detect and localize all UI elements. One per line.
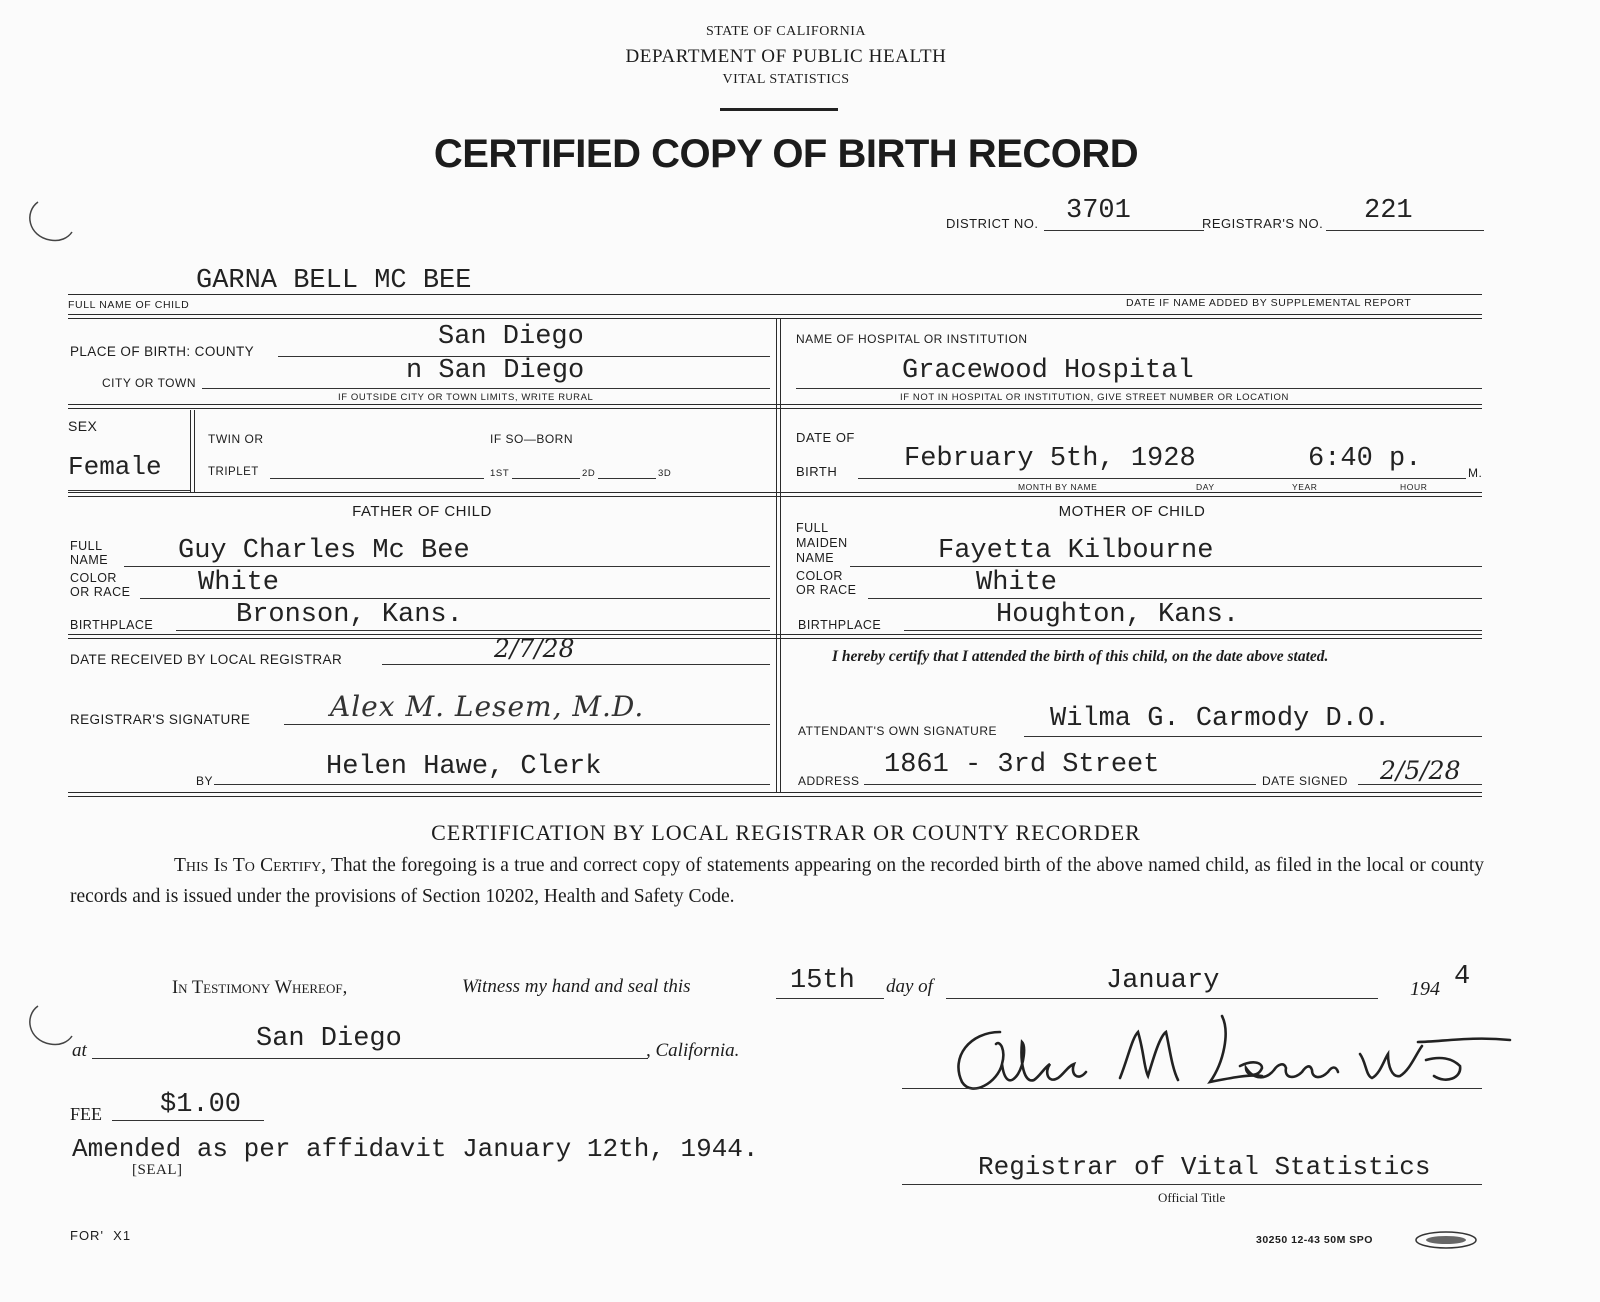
binder-hole-bottom xyxy=(24,1000,84,1050)
registrar-signature-line xyxy=(284,724,770,725)
mother-color: White xyxy=(976,568,1058,598)
county-label: PLACE OF BIRTH: COUNTY xyxy=(70,344,255,359)
birth-line xyxy=(858,478,1466,479)
official-title-label: Official Title xyxy=(1158,1190,1226,1205)
city-value: n San Diego xyxy=(406,356,585,386)
sex-bottom-line xyxy=(68,490,190,491)
header-department: DEPARTMENT OF PUBLIC HEALTH xyxy=(625,46,947,67)
mother-race-label: OR RACE xyxy=(796,583,857,597)
father-color: White xyxy=(198,568,280,598)
attendant-signature-label: ATTENDANT'S OWN SIGNATURE xyxy=(798,724,998,738)
testimony-intro: In Testimony Whereof, xyxy=(172,978,348,998)
m-label: M. xyxy=(1468,466,1483,480)
at-label: at xyxy=(72,1040,87,1061)
testimony-state: , California. xyxy=(646,1040,740,1061)
header-division: VITAL STATISTICS xyxy=(722,72,850,87)
mother-name-line xyxy=(850,566,1482,567)
double-rule-top xyxy=(68,314,1482,319)
official-signature-line xyxy=(902,1088,1482,1089)
twin-label: TWIN OR xyxy=(208,432,264,446)
date-received-value: 2/7/28 xyxy=(494,634,575,663)
father-name-label: NAME xyxy=(70,553,109,567)
birth-date-value: February 5th, 1928 xyxy=(904,444,1196,474)
if-so-label: IF SO—BORN xyxy=(490,432,574,446)
sex-divider xyxy=(190,410,191,492)
father-color-label: COLOR xyxy=(70,571,117,585)
fee-label: FEE xyxy=(70,1104,103,1124)
date-received-line xyxy=(382,664,770,665)
mother-birthplace-line xyxy=(904,630,1482,631)
father-name: Guy Charles Mc Bee xyxy=(178,536,470,566)
registrar-number-value: 221 xyxy=(1364,196,1413,226)
mother-maiden-label: MAIDEN xyxy=(796,536,848,550)
header-state: STATE OF CALIFORNIA xyxy=(705,24,867,39)
by-line xyxy=(214,784,770,785)
third-label: 3D xyxy=(658,468,672,479)
mother-name-label: NAME xyxy=(796,551,835,565)
city-line xyxy=(202,388,770,389)
certification-body xyxy=(70,850,1484,912)
father-heading: FATHER OF CHILD xyxy=(352,503,492,520)
second-label: 2D xyxy=(582,468,596,479)
attendant-signature: Wilma G. Carmody D.O. xyxy=(1050,704,1391,734)
testimony-day-of: day of xyxy=(886,976,933,997)
date-signed-label: DATE SIGNED xyxy=(1262,774,1348,788)
hospital-note: IF NOT IN HOSPITAL OR INSTITUTION, GIVE STREET NUMBER OR LOCATION xyxy=(900,392,1289,403)
certification-heading: CERTIFICATION BY LOCAL REGISTRAR OR COUNTY RECORDER xyxy=(431,820,1141,845)
testimony-year-prefix: 194 xyxy=(1410,978,1440,1000)
day-line xyxy=(776,998,884,999)
address-value: 1861 - 3rd Street xyxy=(884,750,1160,780)
testimony-witness: Witness my hand and seal this xyxy=(462,976,691,997)
district-label: DISTRICT NO. xyxy=(946,216,1039,231)
county-value: San Diego xyxy=(438,322,584,352)
sub-day: DAY xyxy=(1196,482,1215,492)
center-divider xyxy=(776,318,777,792)
address-line xyxy=(864,784,1256,785)
print-code: 30250 12-43 50M SPO xyxy=(1256,1234,1373,1246)
second-line xyxy=(598,478,656,479)
birth-label: BIRTH xyxy=(796,464,838,479)
father-full-label: FULL xyxy=(70,539,103,553)
testimony-year-digit: 4 xyxy=(1454,962,1471,992)
birth-time-value: 6:40 p. xyxy=(1308,444,1422,474)
address-label: ADDRESS xyxy=(798,774,860,788)
date-signed-value: 2/5/28 xyxy=(1380,756,1461,785)
amended-note: Amended as per affidavit January 12th, 1944. xyxy=(72,1134,759,1164)
child-full-name: GARNA BELL MC BEE xyxy=(196,266,472,296)
sub-month: MONTH BY NAME xyxy=(1018,482,1098,492)
month-line xyxy=(946,998,1378,999)
mother-birthplace: Houghton, Kans. xyxy=(996,600,1240,630)
date-received-label: DATE RECEIVED BY LOCAL REGISTRAR xyxy=(70,652,343,667)
fee-value: $1.00 xyxy=(160,1090,242,1120)
testimony-day: 15th xyxy=(790,966,855,996)
city-label: CITY OR TOWN xyxy=(102,376,197,390)
attendant-certify-text: I hereby certify that I attended the birth of this child, on the date above stated. xyxy=(832,648,1329,665)
certification-intro: This Is To Certify, xyxy=(174,855,327,876)
sex-value: Female xyxy=(68,452,162,482)
double-rule-2 xyxy=(68,404,1482,409)
official-signature-text: Alex M Lesem MD xyxy=(940,1002,948,1003)
child-full-name-label: FULL NAME OF CHILD xyxy=(68,299,190,311)
union-label-icon xyxy=(1414,1230,1478,1250)
testimony-month: January xyxy=(1106,966,1220,996)
hospital-line xyxy=(796,388,1482,389)
mother-name: Fayetta Kilbourne xyxy=(938,536,1214,566)
registrar-signature: Alex M. Lesem, M.D. xyxy=(330,690,645,723)
sex-label: SEX xyxy=(68,418,98,434)
mother-full-label: FULL xyxy=(796,521,829,535)
by-value: Helen Hawe, Clerk xyxy=(326,752,602,782)
official-signature-graphic xyxy=(940,1002,1530,1102)
father-color-line xyxy=(140,598,770,599)
testimony-place: San Diego xyxy=(256,1024,402,1054)
hospital-label: NAME OF HOSPITAL OR INSTITUTION xyxy=(796,332,1028,346)
mother-color-label: COLOR xyxy=(796,569,843,583)
double-rule-bottom xyxy=(68,792,1482,797)
triplet-label: TRIPLET xyxy=(208,466,259,478)
city-note: IF OUTSIDE CITY OR TOWN LIMITS, WRITE RURAL xyxy=(338,392,594,403)
hospital-value: Gracewood Hospital xyxy=(902,356,1194,386)
sub-year: YEAR xyxy=(1292,482,1318,492)
father-race-label: OR RACE xyxy=(70,585,131,599)
attendant-signature-line xyxy=(1024,736,1482,737)
mother-color-line xyxy=(868,598,1482,599)
first-line xyxy=(512,478,580,479)
sub-hour: HOUR xyxy=(1400,482,1428,492)
father-birthplace: Bronson, Kans. xyxy=(236,600,463,630)
binder-hole-top xyxy=(24,196,84,246)
place-line xyxy=(92,1058,648,1059)
page-title: CERTIFIED COPY OF BIRTH RECORD xyxy=(433,132,1139,176)
first-label: 1ST xyxy=(490,468,510,479)
official-title-line xyxy=(902,1184,1482,1185)
by-label: BY xyxy=(196,774,214,788)
header-divider xyxy=(720,108,838,111)
mother-heading: MOTHER OF CHILD xyxy=(1058,503,1206,520)
district-line xyxy=(1044,230,1204,231)
district-value: 3701 xyxy=(1066,196,1131,226)
center-divider-2 xyxy=(780,318,781,792)
triplet-line xyxy=(270,478,484,479)
double-rule-3 xyxy=(68,492,1482,497)
certification-text: That the foregoing is a true and correct copy of statements appearing on the recorded birth of the above named child, as filed in the local or county records and is issued under the provisions of Section 10202, Health and Safety Code. xyxy=(70,855,1484,907)
registrar-signature-label: REGISTRAR'S SIGNATURE xyxy=(70,712,251,727)
father-birthplace-label: BIRTHPLACE xyxy=(70,618,154,632)
official-title: Registrar of Vital Statistics xyxy=(978,1152,1431,1182)
name-line xyxy=(68,294,1482,295)
double-rule-4 xyxy=(68,634,1482,639)
sex-divider-2 xyxy=(194,410,195,492)
supplemental-label: DATE IF NAME ADDED BY SUPPLEMENTAL REPORT xyxy=(1126,297,1412,309)
mother-birthplace-label: BIRTHPLACE xyxy=(798,618,882,632)
registrar-number-label: REGISTRAR'S NO. xyxy=(1202,216,1324,231)
form-number: FOR' X1 xyxy=(70,1228,132,1243)
seal-label: [SEAL] xyxy=(132,1162,183,1178)
father-name-line xyxy=(124,566,770,567)
father-birthplace-line xyxy=(176,630,770,631)
fee-line xyxy=(112,1120,264,1121)
date-of-label: DATE OF xyxy=(796,430,855,445)
registrar-number-line xyxy=(1326,230,1484,231)
